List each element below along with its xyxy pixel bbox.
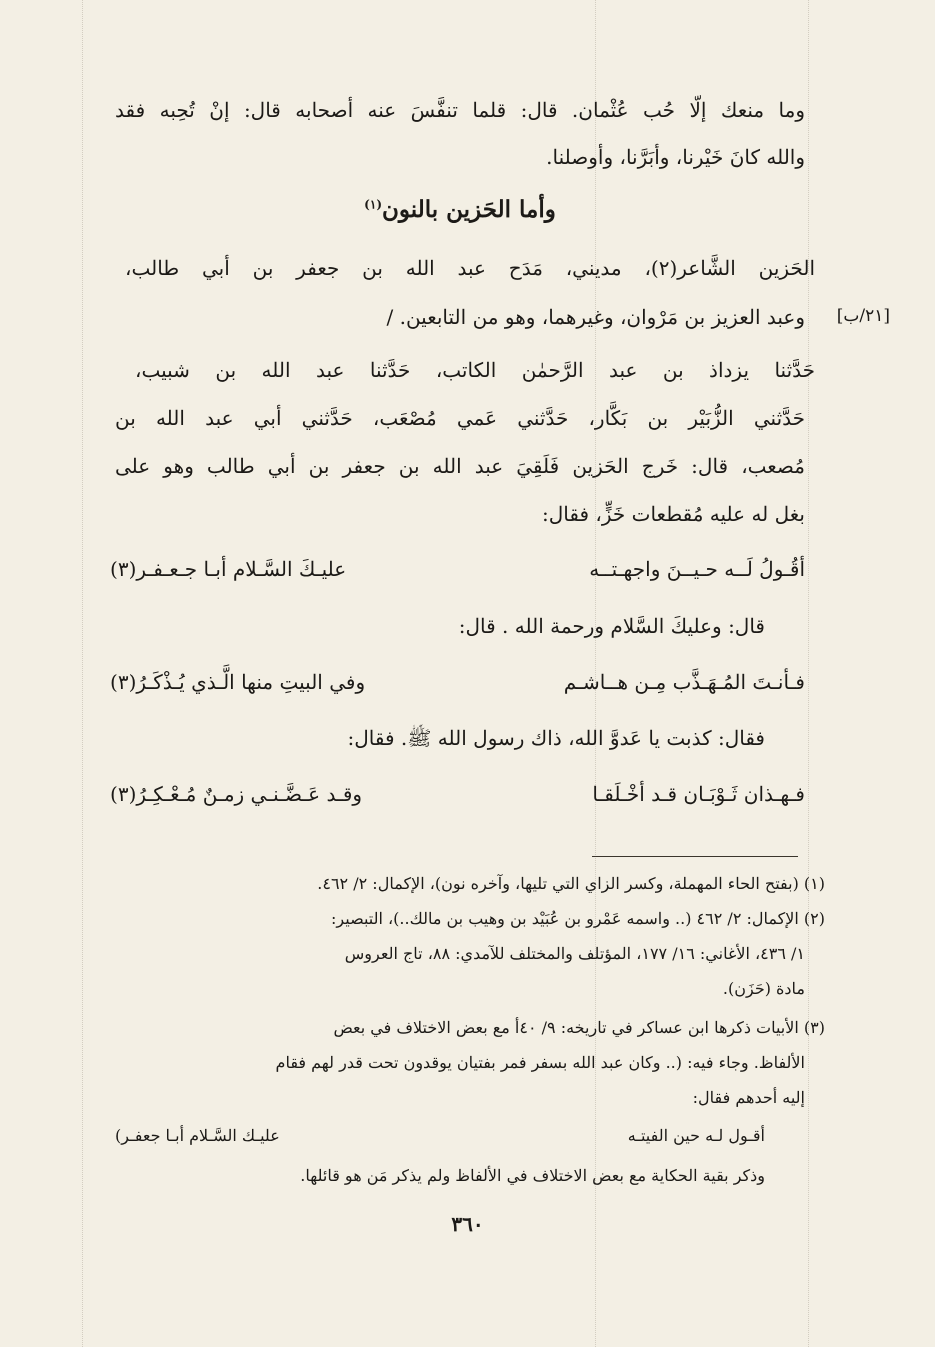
footnote-2-cont: ١/ ٤٣٦، الأغاني: ١٦/ ١٧٧، المؤتلف والمختلف للآمدي: ٨٨، تاج العروس <box>344 944 805 963</box>
text-line: حَدَّثني الزُّبَيْر بن بَكَّار، حَدَّثني عَمي مُصْعَب، حَدَّثني أبي عبد الله بن <box>115 406 805 430</box>
text-line: مُصعب، قال: خَرج الحَزين فَلَقِيَ عبد الله بن جعفر بن أبي طالب وهو على <box>115 454 805 478</box>
footnote-3-verse <box>115 1125 805 1149</box>
footnote-divider <box>592 856 798 857</box>
footnote-ref: (١) <box>364 197 382 212</box>
verse-first-hemistich: فـهـذان ثَـوْبَـان قـد أخْـلَقـا <box>592 782 805 806</box>
text-line: قال: وعليكَ السَّلام ورحمة الله . قال: <box>458 614 765 638</box>
verse-second-hemistich: وفي البيتِ منها الَّـذي يُـذْكَـرُ(٣) <box>110 670 366 694</box>
verse-first-hemistich: أقـول لـه حين الفيتـه <box>627 1126 765 1145</box>
text-line: والله كانَ خَيْرنا، وأبَرَّنا، وأوصلنا. <box>546 145 805 169</box>
footnote-3-cont: وذكر بقية الحكاية مع بعض الاختلاف في الألفاظ ولم يذكر مَن هو قائلها. <box>300 1166 765 1185</box>
grid-line <box>82 0 83 1347</box>
section-heading <box>115 196 805 223</box>
text-line: فقال: كذبت يا عَدوَّ الله، ذاك رسول الله ﷺ. فقال: <box>347 726 765 750</box>
text-line: وعبد العزيز بن مَرْوان، وغيرهما، وهو من التابعين. / <box>386 305 805 329</box>
verse-second-hemistich: عليـك السَّـلام أبـا جعفـر) <box>115 1126 280 1145</box>
verse-second-hemistich: وقـد عَـضَّـنـي زمـنٌ مُـعْـكِـرُ(٣) <box>110 782 363 806</box>
text-line: حَدَّثنا يزداذ بن عبد الرَّحمٰن الكاتب، حَدَّثنا عبد الله بن شبيب، <box>135 358 815 382</box>
page-number: ٣٦٠ <box>451 1212 484 1236</box>
verse-second-hemistich: عليـكَ السَّـلام أبـا جـعـفـر(٣) <box>110 557 347 581</box>
grid-line <box>808 0 809 1347</box>
text-line: وما منعك إلّا حُب عُثْمان. قال: قلما تنفَّسَ عنه أصحابه قال: إنْ تُحِبه فقد <box>115 98 806 122</box>
text-line: الحَزين الشَّاعر(٢)، مديني، مَدَح عبد الله بن جعفر بن أبي طالب، <box>125 256 815 280</box>
footnote-2: (٢) الإكمال: ٢/ ٤٦٢ (.. واسمه عَمْرو بن عُبَيْد بن وهيب بن مالك..)، التبصير: <box>331 909 825 928</box>
verse-first-hemistich: فـأنـتَ المُـهَـذَّب مِـن هــاشـم <box>563 670 805 694</box>
verse-first-hemistich: أقُـولُ لَــه حـيــنَ واجهـتــه <box>589 557 805 581</box>
heading-text: وأما الحَزين بالنون <box>382 196 556 223</box>
footnote-1: (١) (بفتح الحاء المهملة، وكسر الزاي التي تليها، وآخره نون)، الإكمال: ٢/ ٤٦٢. <box>317 874 825 893</box>
manuscript-folio-ref: [٢١/ب] <box>836 306 890 326</box>
footnote-3-cont: إليه أحدهم فقال: <box>692 1088 805 1107</box>
footnote-3: (٣) الأبيات ذكرها ابن عساكر في تاريخه: ٩/ ٤٠أ مع بعض الاختلاف في بعض <box>333 1018 825 1037</box>
footnote-2-cont: مادة (حَزَن). <box>722 979 805 998</box>
footnote-3-cont: الألفاظ. وجاء فيه: (.. وكان عبد الله بسفر فمر بفتيان يوقدون تحت قدر لهم فقام <box>275 1053 805 1072</box>
text-line: بغل له عليه مُقطعات خَزٍّ، فقال: <box>542 502 805 526</box>
